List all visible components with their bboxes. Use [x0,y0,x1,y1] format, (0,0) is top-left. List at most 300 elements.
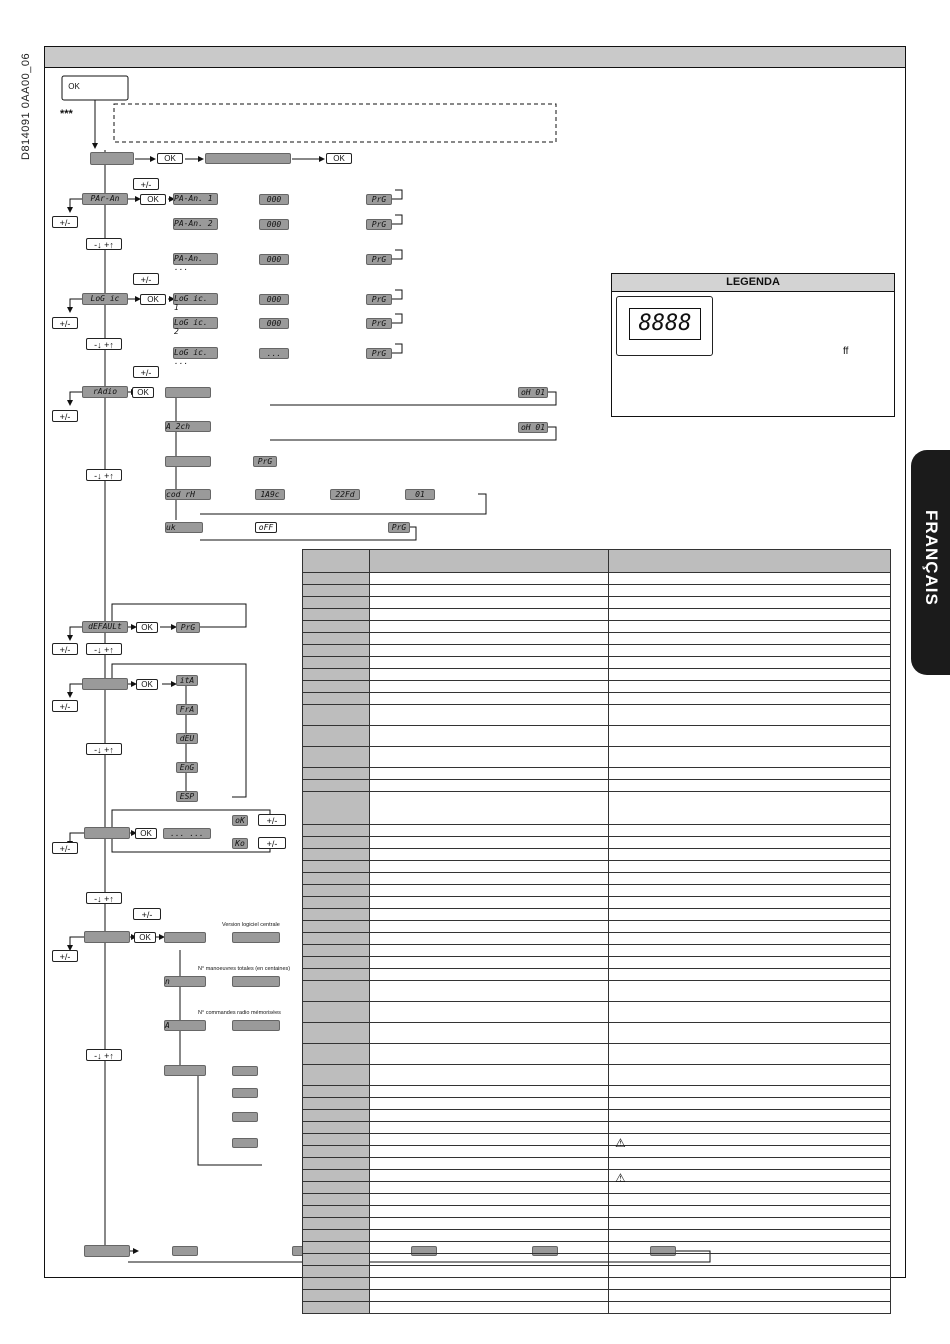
table-cell [370,597,609,609]
table-cell [609,1158,891,1170]
legend-ff-text: ff [843,346,849,357]
table-cell [609,1002,891,1023]
stats-exit-plusminus: +/- [52,950,78,962]
table-cell [370,1242,609,1254]
table-cell [303,1098,370,1110]
auto-exit-plusminus: +/- [52,842,78,854]
table-row [303,945,891,957]
param-exit-plusminus: +/- [52,216,78,228]
table-cell [370,885,609,897]
table-row [303,1182,891,1194]
param-ok-button[interactable]: OK [140,194,166,205]
auto-ko-plusminus: +/- [258,837,286,849]
table-cell [303,1206,370,1218]
table-cell [303,768,370,780]
table-cell [303,1230,370,1242]
table-cell [370,957,609,969]
table-cell [609,669,891,681]
table-cell [303,1086,370,1098]
table-row [303,981,891,1002]
bottom-step-1 [172,1246,198,1256]
table-cell [370,1302,609,1314]
table-cell [370,657,609,669]
table-cell [609,693,891,705]
table-body [303,573,891,1314]
menu-param[interactable]: PAr-An [82,193,128,205]
sequence-box [205,153,291,164]
table-row [303,1218,891,1230]
table-cell [609,597,891,609]
table-cell [609,1182,891,1194]
logic-n[interactable]: LoG ic. ... [173,347,218,359]
table-cell [370,609,609,621]
table-cell [303,1065,370,1086]
radio-cod-rh[interactable]: cod rH [165,489,211,500]
table-row [303,1170,891,1182]
table-cell [609,1146,891,1158]
menu-entry-box[interactable] [90,152,134,165]
table-cell [303,957,370,969]
table-cell [609,1170,891,1185]
table-cell [370,945,609,957]
stats-maneuvers-value [232,976,280,987]
table-row [303,933,891,945]
table-row [303,873,891,885]
table-row [303,747,891,768]
table-cell [609,873,891,885]
table-row [303,1122,891,1134]
table-cell [609,681,891,693]
parameter-table [302,549,891,1314]
table-row [303,726,891,747]
language-ok-button[interactable]: OK [136,679,158,690]
table-cell [609,969,891,981]
auto-ok-plusminus: +/- [258,814,286,826]
table-cell [609,792,891,825]
table-cell [609,825,891,837]
auto-ok-button[interactable]: OK [135,828,157,839]
logic-plusminus: +/- [133,273,159,285]
table-cell [303,933,370,945]
table-row [303,1044,891,1065]
table-cell [609,837,891,849]
table-cell [609,1098,891,1110]
table-cell [609,897,891,909]
table-cell [303,897,370,909]
table-cell [609,1044,891,1065]
table-cell [609,921,891,933]
table-cell [303,1122,370,1134]
table-cell [303,1194,370,1206]
param-1[interactable]: PA-An. 1 [173,193,218,205]
table-row [303,669,891,681]
table-cell [370,780,609,792]
table-cell [303,1218,370,1230]
table-cell [303,1302,370,1314]
table-cell [370,969,609,981]
table-cell [303,825,370,837]
table-cell [303,609,370,621]
table-row [303,792,891,825]
table-cell [609,573,891,585]
param-1-value: 000 [259,194,289,205]
table-cell [303,969,370,981]
logic-1[interactable]: LoG ic. 1 [173,293,218,305]
default-updown: -↓ +↑ [86,643,122,655]
logic-updown: -↓ +↑ [86,338,122,350]
language-exit-plusminus: +/- [52,700,78,712]
stats-radio-value [232,1020,280,1031]
table-row [303,957,891,969]
table-cell [303,1044,370,1065]
param-2[interactable]: PA-An. 2 [173,218,218,230]
table-cell [370,825,609,837]
table-row [303,1023,891,1044]
table-cell [303,1242,370,1254]
table-row [303,1242,891,1254]
table-cell [303,669,370,681]
language-tab-label: FRANÇAIS [922,510,941,606]
table-row [303,1206,891,1218]
table-cell [370,633,609,645]
table-cell [370,705,609,726]
log-entry-1 [232,1066,258,1076]
table-cell [303,1290,370,1302]
note-maneuvers: N° manoeuvres totales (en centaines) [198,966,291,972]
table-cell [609,1218,891,1230]
table-cell [609,945,891,957]
table-cell [609,1194,891,1206]
table-cell [303,621,370,633]
radio-updown: -↓ +↑ [86,469,122,481]
table-cell [370,1044,609,1065]
radio-erase-prg: PrG [253,456,277,467]
logic-ok-button[interactable]: OK [140,294,166,305]
menu-stats[interactable] [84,931,130,943]
table-cell [370,1023,609,1044]
table-cell [370,1278,609,1290]
logic-1-prg: PrG [366,294,392,305]
table-cell [370,693,609,705]
table-row [303,921,891,933]
table-cell [370,621,609,633]
table-cell [370,1086,609,1098]
table-cell [370,573,609,585]
stats-version-value [232,932,280,943]
table-cell [370,1122,609,1134]
table-header [303,550,891,573]
table-row [303,837,891,849]
table-cell [303,885,370,897]
stars-label: *** [60,108,73,120]
table-cell [370,1098,609,1110]
table-cell [303,792,370,825]
table-cell [609,645,891,657]
default-exit-plusminus: +/- [52,643,78,655]
table-cell [609,726,891,747]
legend-title: LEGENDA [612,274,894,292]
stats-radio-count[interactable]: A [164,1020,206,1031]
logic-2[interactable]: LoG ic. 2 [173,317,218,329]
note-radio: N° commandes radio mémorisées [198,1010,281,1016]
table-row [303,849,891,861]
table-cell [303,1146,370,1158]
note-version: Version logiciel centrale [222,922,280,928]
param-n[interactable]: PA-An. ... [173,253,218,265]
table-cell [609,1230,891,1242]
table-cell [609,705,891,726]
table-cell [303,1182,370,1194]
table-cell [370,747,609,768]
table-cell [609,1266,891,1278]
table-cell [303,1110,370,1122]
table-cell [609,957,891,969]
table-cell [370,1134,609,1146]
table-row [303,1002,891,1023]
table-row [303,633,891,645]
table-row [303,1302,891,1314]
stats-updown: -↓ +↑ [86,1049,122,1061]
table-cell [370,1266,609,1278]
table-row [303,768,891,780]
table-row [303,1134,891,1146]
warning-icon: ⚠ [615,1136,626,1150]
radio-uk[interactable]: uk [165,522,203,533]
auto-progress: ... ... [163,828,211,839]
table-cell [370,849,609,861]
auto-ok-result: oK [232,815,248,826]
display-digits: 8888 [629,308,701,340]
table-cell [303,1158,370,1170]
table-cell [609,768,891,780]
table-cell [609,657,891,669]
table-cell [609,1086,891,1098]
header-cell-1 [303,550,370,573]
table-cell [303,1254,370,1266]
table-row [303,609,891,621]
table-cell [303,747,370,768]
table-row [303,1086,891,1098]
table-cell [303,1002,370,1023]
table-cell [609,585,891,597]
cod-value-2: 22Fd [330,489,360,500]
table-cell [609,1023,891,1044]
stats-log[interactable] [164,1065,206,1076]
table-cell [609,909,891,921]
radio-plusminus: +/- [133,366,159,378]
table-cell [370,1218,609,1230]
table-cell [303,1266,370,1278]
warning-icon-2: ⚠ [615,1171,626,1185]
table-cell [370,897,609,909]
table-cell [370,1158,609,1170]
table-row [303,1290,891,1302]
ok-key-label: OK [68,82,80,91]
table-cell [609,1206,891,1218]
table-cell [370,768,609,780]
table-cell [303,909,370,921]
param-updown: -↓ +↑ [86,238,122,250]
log-entry-2 [232,1088,258,1098]
cod-value-1: 1A9c [255,489,285,500]
table-row [303,585,891,597]
table-cell [609,1254,891,1266]
log-entry-3 [232,1112,258,1122]
table-cell [609,861,891,873]
ok-button-2[interactable]: OK [326,153,352,164]
table-cell [303,873,370,885]
menu-default[interactable]: dEFAULt [82,621,128,633]
table-cell [303,726,370,747]
radio-exit-plusminus: +/- [52,410,78,422]
menu-logic[interactable]: LoG ic [82,293,128,305]
lang-ita[interactable]: itA [176,675,198,686]
table-row [303,1158,891,1170]
param-plusminus: +/- [133,178,159,190]
param-1-prg: PrG [366,194,392,205]
menu-bottom-sequence[interactable] [84,1245,130,1257]
default-prg: PrG [176,622,200,633]
table-row [303,969,891,981]
menu-language[interactable] [82,678,128,690]
table-cell [370,1065,609,1086]
cod-value-3: 01 [405,489,435,500]
table-row [303,573,891,585]
table-cell [303,657,370,669]
table-row [303,1278,891,1290]
table-cell [609,849,891,861]
table-cell [303,981,370,1002]
table-cell [303,945,370,957]
logic-2-prg: PrG [366,318,392,329]
uk-off: oFF [255,522,277,533]
ok-button[interactable]: OK [157,153,183,164]
table-cell [303,1023,370,1044]
table-cell [370,1170,609,1182]
table-cell [370,1146,609,1158]
logic-1-value: 000 [259,294,289,305]
default-ok-button[interactable]: OK [136,622,158,633]
table-cell [370,873,609,885]
table-row [303,1110,891,1122]
lang-deu[interactable]: dEU [176,733,198,744]
table-cell [370,1182,609,1194]
lang-esp[interactable]: ESP [176,791,198,802]
header-cell-3 [609,550,891,573]
table-cell [303,597,370,609]
radio-erase[interactable] [165,456,211,467]
table-cell [609,1290,891,1302]
table-row [303,1230,891,1242]
table-cell [303,849,370,861]
table-cell [303,573,370,585]
radio-1-ok-result: oH 01 [518,387,548,398]
table-cell [303,693,370,705]
table-row [303,597,891,609]
stats-ok-button[interactable]: OK [134,932,156,943]
table-row [303,621,891,633]
auto-updown: -↓ +↑ [86,892,122,904]
language-updown: -↓ +↑ [86,743,122,755]
menu-radio[interactable]: rAdio [82,386,128,398]
lang-eng[interactable]: EnG [176,762,198,773]
param-2-prg: PrG [366,219,392,230]
table-cell [370,1230,609,1242]
table-cell [303,645,370,657]
table-cell [609,1110,891,1122]
radio-1ch[interactable] [165,387,211,398]
table-row [303,1065,891,1086]
table-cell [370,837,609,849]
table-cell [303,1170,370,1182]
table-cell [370,1206,609,1218]
table-cell [609,780,891,792]
document-code: D814091 0AA00_06 [20,52,32,160]
uk-prg: PrG [388,522,410,533]
param-n-value: 000 [259,254,289,265]
table-row [303,1194,891,1206]
table-row [303,1146,891,1158]
table-cell [609,633,891,645]
table-cell [370,861,609,873]
table-row [303,780,891,792]
table-cell [609,609,891,621]
lang-fra[interactable]: FrA [176,704,198,715]
table-cell [609,1134,891,1146]
table-cell [609,885,891,897]
table-cell [609,933,891,945]
table-cell [609,1278,891,1290]
table-row [303,657,891,669]
table-cell [609,1302,891,1314]
table-cell [303,780,370,792]
table-cell [370,1002,609,1023]
table-cell [303,1278,370,1290]
table-cell [370,981,609,1002]
log-entry-4 [232,1138,258,1148]
table-cell [370,1290,609,1302]
header-cell-2 [370,550,609,573]
table-row [303,897,891,909]
table-cell [370,792,609,825]
table-cell [609,747,891,768]
table-row [303,705,891,726]
menu-auto[interactable] [84,827,130,839]
table-row [303,1098,891,1110]
table-cell [370,933,609,945]
table-cell [609,621,891,633]
stats-version[interactable] [164,932,206,943]
table-cell [370,1254,609,1266]
stats-maneuvers[interactable]: n [164,976,206,987]
table-cell [303,585,370,597]
radio-ok-button[interactable]: OK [132,387,154,398]
auto-ko-result: Ko [232,838,248,849]
table-row [303,681,891,693]
table-row [303,1266,891,1278]
table-cell [609,1122,891,1134]
table-cell [370,681,609,693]
table-cell [303,681,370,693]
table-cell [370,585,609,597]
param-n-prg: PrG [366,254,392,265]
logic-2-value: 000 [259,318,289,329]
table-cell [370,1110,609,1122]
table-cell [609,981,891,1002]
radio-2ch[interactable]: A 2ch [165,421,211,432]
table-cell [303,705,370,726]
param-2-value: 000 [259,219,289,230]
